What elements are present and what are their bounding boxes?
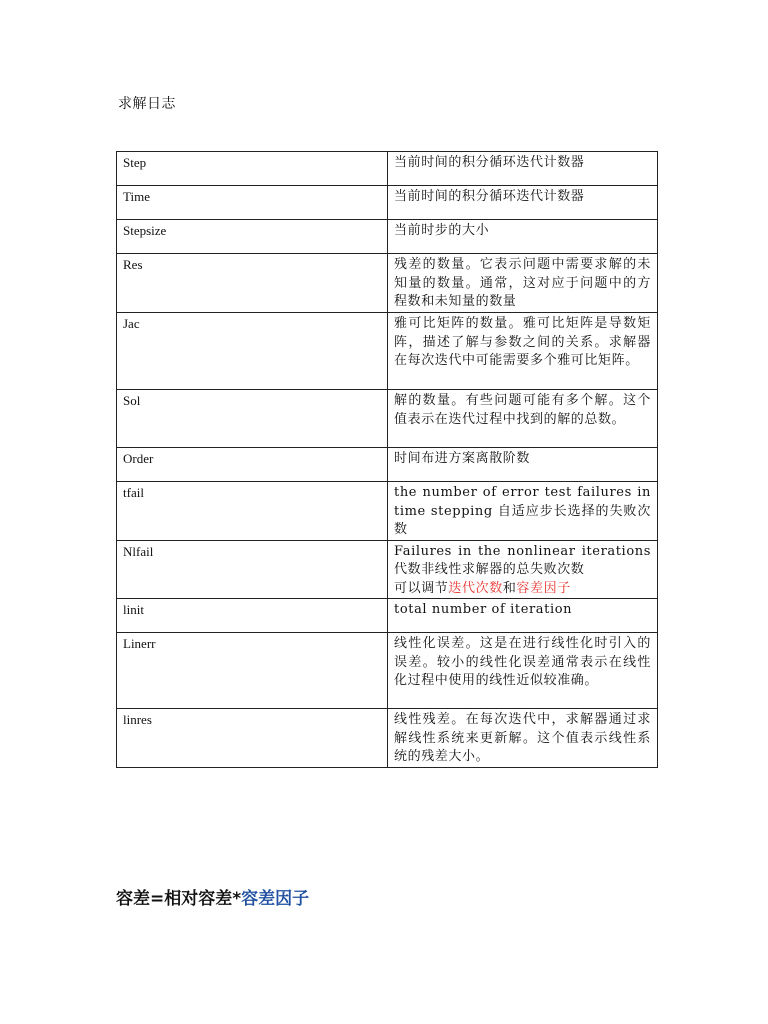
param-description: 线性化误差。这是在进行线性化时引入的误差。较小的线性化误差通常表示在线性化过程中使用的线性近似较准确。 bbox=[388, 633, 658, 709]
table-row bbox=[117, 599, 658, 633]
tolerance-formula bbox=[116, 886, 309, 912]
table-row bbox=[117, 448, 658, 482]
param-description bbox=[388, 540, 658, 599]
nlfail-tuning-conjunction: 和 bbox=[502, 580, 517, 596]
formula-highlight: 容差因子 bbox=[241, 889, 310, 909]
param-description: total number of iteration bbox=[388, 599, 658, 633]
param-name: Time bbox=[117, 186, 388, 220]
param-description: 线性残差。在每次迭代中，求解器通过求解线性系统来更新解。这个值表示线性系统的残差大小。 bbox=[388, 709, 658, 768]
page-title: 求解日志 bbox=[118, 96, 176, 112]
tolerance-factor-highlight: 容差因子 bbox=[516, 580, 571, 596]
table-row bbox=[117, 254, 658, 313]
table-row bbox=[117, 186, 658, 220]
param-name: Stepsize bbox=[117, 220, 388, 254]
param-name: Nlfail bbox=[117, 540, 388, 599]
param-description: 时间布进方案离散阶数 bbox=[388, 448, 658, 482]
param-name: tfail bbox=[117, 482, 388, 541]
param-description: 当前时步的大小 bbox=[388, 220, 658, 254]
param-name: Jac bbox=[117, 313, 388, 390]
nlfail-description: Failures in the nonlinear iterations 代数非线性求解器的总失败次数 bbox=[394, 543, 651, 577]
table-row bbox=[117, 313, 658, 390]
formula-prefix: 容差=相对容差* bbox=[116, 889, 242, 909]
table-row bbox=[117, 152, 658, 186]
param-description: 当前时间的积分循环迭代计数器 bbox=[388, 152, 658, 186]
table-row bbox=[117, 709, 658, 768]
param-name: Step bbox=[117, 152, 388, 186]
table-row bbox=[117, 482, 658, 541]
table-row bbox=[117, 220, 658, 254]
param-name: Order bbox=[117, 448, 388, 482]
nlfail-tuning-prefix: 可以调节 bbox=[394, 580, 449, 596]
table-row bbox=[117, 633, 658, 709]
param-name: linres bbox=[117, 709, 388, 768]
solver-log-table bbox=[116, 151, 658, 768]
param-name: linit bbox=[117, 599, 388, 633]
iteration-count-highlight: 迭代次数 bbox=[448, 580, 503, 596]
param-name: Res bbox=[117, 254, 388, 313]
param-description: 雅可比矩阵的数量。雅可比矩阵是导数矩阵，描述了解与参数之间的关系。求解器在每次迭代中可能需要多个雅可比矩阵。 bbox=[388, 313, 658, 390]
param-name: Linerr bbox=[117, 633, 388, 709]
param-description: 当前时间的积分循环迭代计数器 bbox=[388, 186, 658, 220]
table-row bbox=[117, 540, 658, 599]
table-row bbox=[117, 390, 658, 448]
param-description: the number of error test failures in time stepping 自适应步长选择的失败次数 bbox=[388, 482, 658, 541]
param-name: Sol bbox=[117, 390, 388, 448]
param-description: 残差的数量。它表示问题中需要求解的未知量的数量。通常，这对应于问题中的方程数和未知量的数量 bbox=[388, 254, 658, 313]
param-description: 解的数量。有些问题可能有多个解。这个值表示在迭代过程中找到的解的总数。 bbox=[388, 390, 658, 448]
